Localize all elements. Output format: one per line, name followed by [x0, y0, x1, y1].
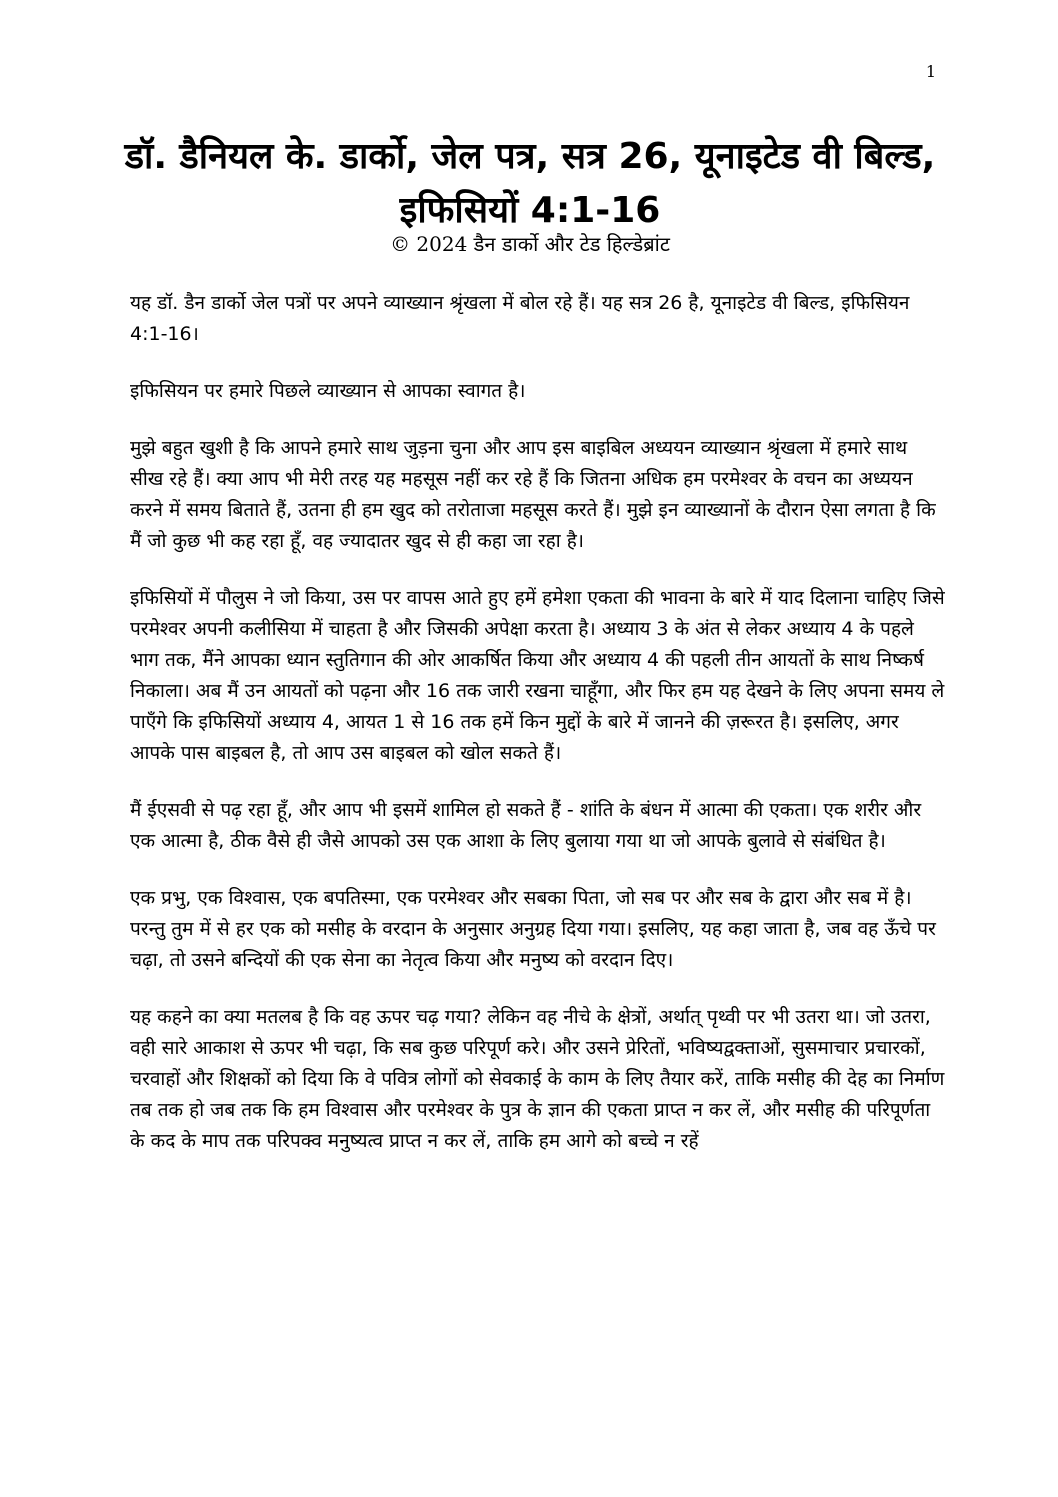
paragraph-intro: यह डॉ. डैन डार्को जेल पत्रों पर अपने व्याख्यान श्रृंखला में बोल रहे हैं। यह सत्र 26 है, यूनाइटेड वी बिल्ड, इफिसियन 4:1-16। [130, 292, 910, 345]
paragraph-welcome: इफिसियन पर हमारे पिछले व्याख्यान से आपका स्वागत है। [130, 380, 526, 402]
paragraph: मुझे बहुत खुशी है कि आपने हमारे साथ जुड़ना चुना और आप इस बाइबिल अध्ययन व्याख्यान श्रृंखला में हमारे साथ सीख रहे हैं। क्या आप भी मेरी तरह यह महसूस नहीं कर रहे हैं कि जितना अधिक हम परमेश्वर के वचन का अध्ययन करने में समय बिताते हैं, उतना ही हम खुद को तरोताजा महसूस करते हैं। मुझे इन व्याख्यानों के दौरान ऐसा लगता है कि मैं जो कुछ भी कह रहा हूँ, वह ज्यादातर खुद से ही कहा जा रहा है। [130, 437, 936, 552]
paragraph: यह कहने का क्या मतलब है कि वह ऊपर चढ़ गया? लेकिन वह नीचे के क्षेत्रों, अर्थात् पृथ्वी पर भी उतरा था। जो उतरा, वही सारे आकाश से ऊपर भी चढ़ा, कि सब कुछ परिपूर्ण करे। और उसने प्रेरितों, भविष्यद्वक्ताओं, सुसमाचार प्रचारकों, चरवाहों और शिक्षकों को दिया कि वे पवित्र लोगों को सेवकाई के काम के लिए तैयार करें, ताकि मसीह की देह का निर्माण तब तक हो जब तक कि हम विश्वास और परमेश्वर के पुत्र के ज्ञान की एकता प्राप्त न कर लें, और मसीह की परिपूर्णता के कद के माप तक परिपक्व मनुष्यत्व प्राप्त न कर लें, ताकि हम आगे को बच्चे न रहें [130, 1006, 945, 1152]
page-number: 1 [925, 62, 936, 81]
document-body [130, 288, 945, 1183]
document-title: डॉ. डैनियल के. डार्को, जेल पत्र, सत्र 26, यूनाइटेड वी बिल्ड, इफिसियों 4:1-16 [124, 136, 936, 231]
copyright-line: © 2024 डैन डार्को और टेड हिल्डेब्रांट [390, 232, 670, 256]
paragraph: इफिसियों में पौलुस ने जो किया, उस पर वापस आते हुए हमें हमेशा एकता की भावना के बारे में याद दिलाना चाहिए जिसे परमेश्वर अपनी कलीसिया में चाहता है और जिसकी अपेक्षा करता है। अध्याय 3 के अंत से लेकर अध्याय 4 के पहले भाग तक, मैंने आपका ध्यान स्तुतिगान की ओर आकर्षित किया और अध्याय 4 की पहली तीन आयतों के साथ निष्कर्ष निकाला। अब मैं उन आयतों को पढ़ना और 16 तक जारी रखना चाहूँगा, और फिर हम यह देखने के लिए अपना समय ले पाएँगे कि इफिसियों अध्याय 4, आयत 1 से 16 तक हमें किन मुद्दों के बारे में जानने की ज़रूरत है। इसलिए, अगर आपके पास बाइबल है, तो आप उस बाइबल को खोल सकते हैं। [130, 587, 945, 764]
paragraph: एक प्रभु, एक विश्वास, एक बपतिस्मा, एक परमेश्वर और सबका पिता, जो सब पर और सब के द्वारा और सब में है। परन्तु तुम में से हर एक को मसीह के वरदान के अनुसार अनुग्रह दिया गया। इसलिए, यह कहा जाता है, जब वह ऊँचे पर चढ़ा, तो उसने बन्दियों की एक सेना का नेतृत्व किया और मनुष्य को वरदान दिए। [130, 887, 936, 971]
paragraph: मैं ईएसवी से पढ़ रहा हूँ, और आप भी इसमें शामिल हो सकते हैं - शांति के बंधन में आत्मा की एकता। एक शरीर और एक आत्मा है, ठीक वैसे ही जैसे आपको उस एक आशा के लिए बुलाया गया था जो आपके बुलावे से संबंधित है। [130, 799, 922, 852]
